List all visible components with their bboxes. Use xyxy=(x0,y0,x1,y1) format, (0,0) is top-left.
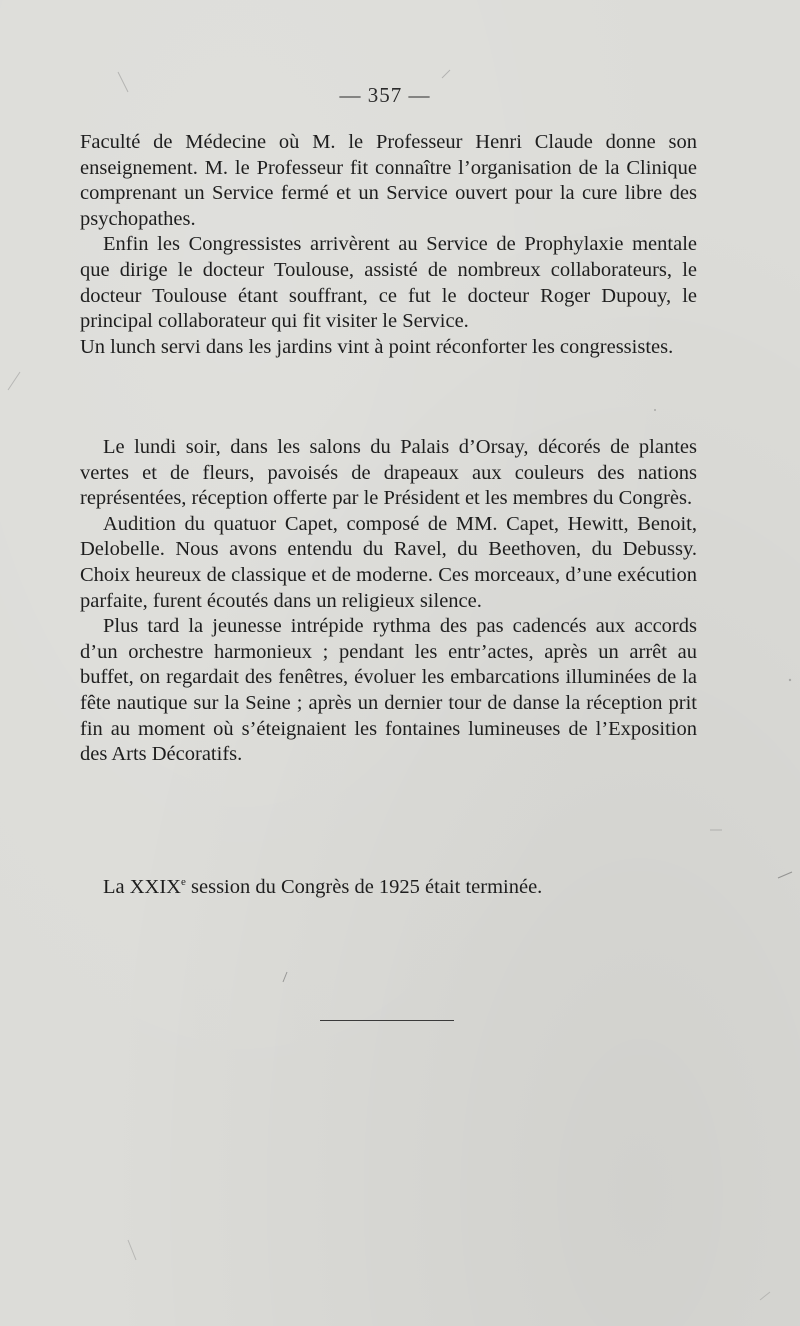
paragraph-prophylaxis: Enfin les Congressistes arrivèrent au Service de Prophylaxie mentale que dirige le docteur Toulouse, assisté de nombreux collaborateurs, le docteur Toulouse étant souffrant, ce fut le docteur Roger Dupouy, le principal collaborateur qui fit visiter le Service. xyxy=(80,233,697,333)
closing-text-end: session du Congrès de 1925 était terminée. xyxy=(185,875,543,898)
text-section-evening xyxy=(80,435,697,768)
paragraph-lunch: Un lunch servi dans les jardins vint à point réconforter les congressistes. xyxy=(80,335,674,358)
closing-superscript: e xyxy=(181,876,186,888)
closing-line xyxy=(103,870,542,900)
text-section-visit xyxy=(80,130,697,360)
paragraph-quartet: Audition du quatuor Capet, composé de MM. Capet, Hewitt, Benoit, Delobelle. Nous avons entendu du Ravel, du Beethoven, du Debussy. Choix heureux de classique et de moderne. Ces morceaux, d’une exécution parfaite, furent écoutés dans un religieux silence. xyxy=(80,512,697,612)
end-rule-divider xyxy=(320,1020,454,1021)
paragraph-faculty: Faculté de Médecine où M. le Professeur Henri Claude donne son enseignement. M. le Professeur fit connaître l’organisation de la Clinique comprenant un Service fermé et un Service ouvert pour la cure libre des psychopathes. xyxy=(80,131,697,230)
paragraph-dance: Plus tard la jeunesse intrépide rythma des pas cadencés aux accords d’un orchestre harmonieux ; pendant les entr’actes, après un arrêt au buffet, on regardait des fenêtres, évoluer les embarcations illuminées de la fête nautique sur la Seine ; après un dernier tour de danse la réception prit fin au moment où s’éteignaient les fontaines lumineuses de l’Exposition des Arts Décoratifs. xyxy=(80,615,697,766)
paragraph-reception: Le lundi soir, dans les salons du Palais d’Orsay, décorés de plantes vertes et de fleurs, pavoisés de drapeaux aux couleurs des nations représentées, réception offerte par le Président et les membres du Congrès. xyxy=(80,436,697,510)
page-number: — 357 — xyxy=(339,83,431,107)
closing-text-start: La XXIX xyxy=(103,875,181,898)
